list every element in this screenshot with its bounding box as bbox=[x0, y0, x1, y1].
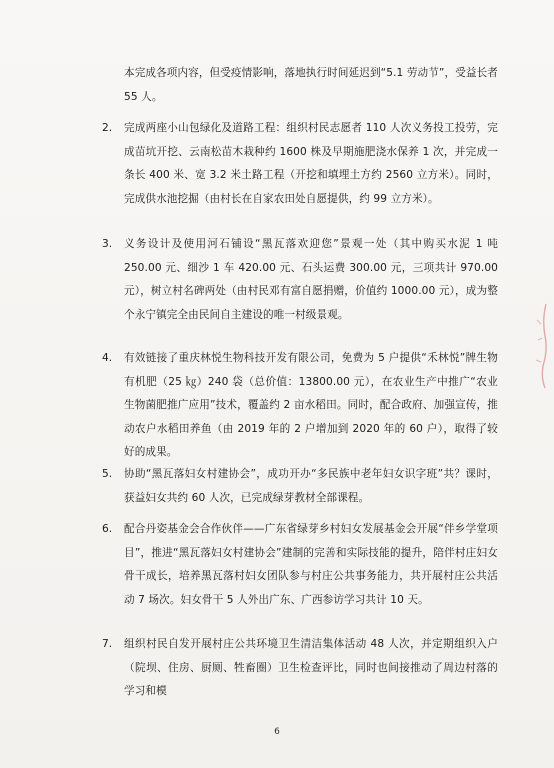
item-number-6: 6. bbox=[102, 523, 113, 535]
paragraph-1-continued: 本完成各项内容，但受疫情影响，落地执行时间延迟到“5.1 劳动节”，受益长者 55 人。 bbox=[124, 67, 498, 103]
paragraph-3: 义务设计及使用河石铺设“黑瓦落欢迎您”景观一处（其中购买水泥 1 吨 250.00 元、细沙 1 车 420.00 元、石头运费 300.00 元，三项共计 970.00 元），树立村名碑两处（由村民邓有富自愿捐赠，价值约 1000.00 元），成为整个永宁镇完全由民间自主建设的唯一村级景观。 bbox=[124, 238, 498, 321]
item-number-3: 3. bbox=[102, 238, 113, 250]
paragraph-6: 配合丹姿基金会合作伙伴——广东省绿芽乡村妇女发展基金会开展“伴乡学堂项目”，推进“黑瓦落妇女村建协会”建制的完善和实际技能的提升，陪伴村庄妇女骨干成长，培养黑瓦落村妇女团队参与村庄公共事务能力，共开展村庄公共活动 7 场次。妇女骨干 5 人外出广东、广西参访学习共计 10 天。 bbox=[124, 523, 498, 606]
paragraph-5: 协助“黑瓦落妇女村建协会”，成功开办“多民族中老年妇女识字班”共？课时，获益妇女共约 60 人次，已完成绿芽教材全部课程。 bbox=[124, 468, 498, 504]
paragraph-2: 完成两座小山包绿化及道路工程：组织村民志愿者 110 人次义务投工投劳，完成苗坑开挖、云南松苗木栽种约 1600 株及早期施肥浇水保养 1 次，并完成一条长 400 米、宽 3.2 米土路工程（开挖和填埋土方约 2560 立方米）。同时，完成供水池挖掘（由村长在自家农田处自愿提供，约 99 立方米）。 bbox=[124, 122, 498, 205]
item-number-7: 7. bbox=[102, 638, 113, 650]
red-seal-stamp-fragment bbox=[532, 300, 550, 390]
item-number-4: 4. bbox=[102, 352, 113, 364]
paragraph-7: 组织村民自发开展村庄公共环境卫生清洁集体活动 48 人次，并定期组织入户（院坝、住房、厨厕、牲畜圈）卫生检查评比，同时也间接推动了周边村落的学习和模 bbox=[124, 638, 498, 697]
paragraph-4: 有效链接了重庆林悦生物科技开发有限公司，免费为 5 户提供“禾林悦”牌生物有机肥（25 ㎏）240 袋（总价值：13800.00 元），在农业生产中推广“农业生物菌肥推广应用”技术，覆盖约 2 亩水稻田。同时，配合政府、加强宣传，推动农户水稻田养鱼（由 2019 年的 2 户增加到 2020 年的 60 户），取得了较好的成果。 bbox=[124, 352, 498, 458]
item-number-2: 2. bbox=[102, 122, 113, 134]
item-number-5: 5. bbox=[102, 468, 113, 480]
page-number: 6 bbox=[274, 727, 280, 737]
